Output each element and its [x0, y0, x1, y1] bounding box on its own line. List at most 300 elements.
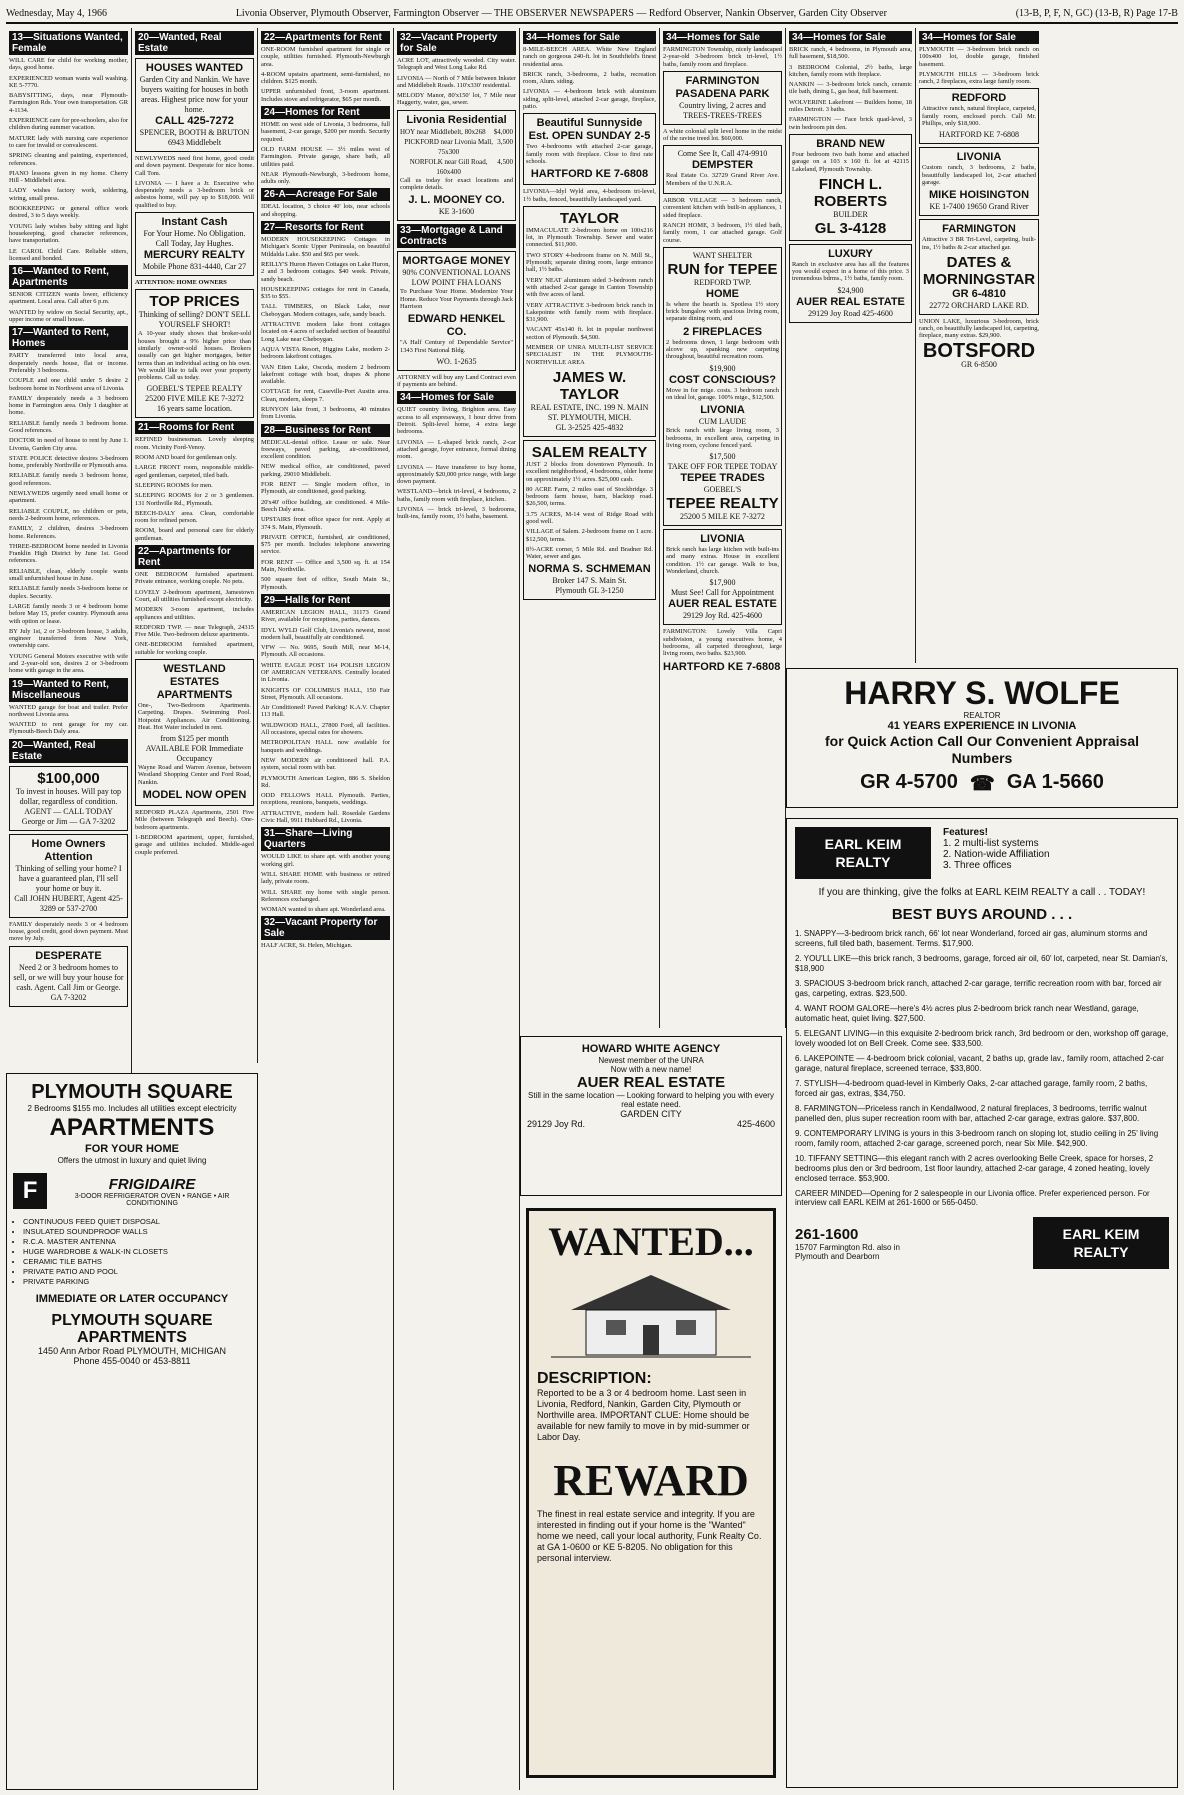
hoisington-text: Custom ranch, 3 bedrooms, 2 baths, beautifully landscaped lot, 2-car attached garage.	[922, 164, 1036, 186]
sunny-hartford: HARTFORD KE 7-6808	[530, 168, 649, 181]
classified-ad: RELIABLE COUPLE, no children or pets, needs 2-bedroom home, references.	[9, 507, 128, 522]
ad-list	[261, 203, 390, 218]
mooney-phone: KE 3-1600	[438, 207, 475, 217]
wanted-reward: REWARD	[553, 1456, 749, 1505]
ad-list	[261, 121, 390, 185]
section-header: 34—Homes for Sale	[523, 31, 656, 44]
owners-title: Home Owners Attention	[31, 837, 106, 863]
feature-item: 3. Three offices	[943, 860, 1012, 871]
livonia-title: LIVONIA	[700, 404, 745, 417]
farm-title: FARMINGTON	[685, 74, 760, 87]
classified-ad: BRICK ranch, 4 bedrooms, in Plymouth area, full basement, $18,500.	[789, 46, 912, 61]
section-header: 13—Situations Wanted, Female	[9, 31, 128, 55]
owners-text: Thinking of selling your home? I have a guaranteed plan, I'll sell your home or buy it.	[15, 863, 122, 893]
howard-new-name: AUER REAL ESTATE	[576, 1074, 726, 1091]
westland-text: One-, Two-Bedroom Apartments. Carpeting. Drapes. Swimming Pool. Hotpoint Appliances. Air Conditioning. Heat. Hot Water included in rent.	[138, 701, 251, 731]
ad-list	[789, 46, 912, 131]
keim-logo-footer: EARL KEIM REALTY	[1033, 1217, 1169, 1269]
livres-call: Call us today for exact locations and complete details.	[400, 176, 513, 192]
schmeman-phone: Plymouth GL 3-1250	[555, 586, 624, 596]
classified-ad: WANTED to rent garage for my car. Plymouth-Beech Daly area.	[9, 721, 128, 736]
classified-ad: JUST 2 blocks from downtown Plymouth. In excellent neighborhood, 4 bedrooms, older home on approximately 1½ acres. $25,000 cash.	[526, 460, 653, 483]
classified-ad: FARMINGTON Township, nicely landscaped 2-year-old 3-bedroom brick tri-level, 1½ baths, family room and fireplace.	[663, 46, 782, 68]
desperate-phone: GA 7-3202	[50, 992, 87, 1002]
classified-ad: WOMAN wanted to share apt. Wonderland area.	[261, 906, 386, 914]
ad-list	[261, 609, 390, 824]
column-7	[786, 28, 916, 663]
classified-ad: SLEEPING ROOMS for 2 or 3 gentlemen. 131 Northville Rd., Plymouth.	[135, 492, 254, 507]
classified-ad: METROPOLITAN HALL now available for banquets and weddings.	[261, 739, 390, 754]
auer-livonia-text: Brick ranch has large kitchen with built-ins and many extras. House in excellent condition. 1½ car garage. Walk to bus, Wonderland, church.	[666, 546, 779, 576]
frigidaire-row	[13, 1173, 251, 1209]
classified-ad: 1-BEDROOM apartment, upper, furnished, garage and utilities included. Middle-aged couple preferred.	[135, 833, 254, 856]
section-header: 17—Wanted to Rent, Homes	[9, 326, 128, 350]
price-row	[400, 127, 513, 137]
price-row	[400, 157, 513, 177]
houses-firm: SPENCER, BOOTH & BRUTON	[139, 128, 250, 137]
classified-ad: PLYMOUTH American Legion, 886 S. Sheldon Rd.	[261, 774, 390, 789]
plymouth-address: 1450 Ann Arbor Road PLYMOUTH, MICHIGAN	[38, 1346, 226, 1356]
mooney-name: J. L. MOONEY CO.	[408, 194, 505, 207]
classified-ad: YOUNG General Motors executive with wife and 2-year-old son, desires 2 or 3-bedroom home with garage in the area.	[9, 652, 128, 675]
page-number: (13-B, P, F, N, GC) (13-B, R) Page 17-B	[1015, 7, 1178, 19]
classified-ad: ACRE LOT, attractively wooded. City water. Telegraph and West Long Lake Rd.	[397, 57, 516, 72]
classified-ad: A white colonial split level home in the midst of the ravine treed lot. $60,000.	[663, 127, 782, 143]
price-row	[400, 137, 513, 157]
wanted-desc-title: DESCRIPTION:	[537, 1370, 652, 1387]
classified-ad: DOCTOR in need of house to rent by June 1. Livonia, Garden City area.	[9, 437, 128, 452]
wolfe-phone-1: GR 4-5700	[860, 771, 958, 793]
howard-address: 29129 Joy Rd.	[527, 1119, 586, 1129]
taylor-broker: JAMES W. TAYLOR	[552, 368, 627, 403]
classified-ad: MODERN 3-room apartment, includes appliances and utilities.	[135, 606, 254, 621]
wolfe-action: for Quick Action Call Our Convenient Appraisal Numbers	[824, 733, 1139, 766]
westland-title: WESTLAND ESTATES APARTMENTS	[156, 662, 233, 701]
dates-ad	[919, 219, 1039, 315]
auer-livonia-ad	[663, 529, 782, 625]
classified-ad: VACANT 45x140 ft. lot in popular northwest section of Plymouth. $4,500.	[526, 326, 653, 341]
feature-item: • PRIVATE PATIO AND POOL	[23, 1267, 251, 1277]
sunnyside-ad	[523, 113, 656, 185]
classified-page	[6, 28, 1178, 1790]
classified-ad: LIVONIA — North of 7 Mile between Inkster and Middlebelt Roads. 110'x330' residential.	[397, 74, 516, 89]
auer-name: AUER REAL ESTATE	[668, 598, 777, 611]
plymouth-title: PLYMOUTH SQUARE	[31, 1081, 233, 1103]
ad-list	[663, 628, 782, 657]
fireplaces-title: 2 FIREPLACES	[683, 325, 762, 338]
classified-ad: COTTAGE for rent, Caseville-Port Austin area. Clean, modern, sleeps 7.	[261, 388, 390, 403]
invest-amount: $100,000	[37, 769, 100, 787]
keim-best: BEST BUYS AROUND . . .	[891, 906, 1073, 923]
dates-address: 22772 ORCHARD LAKE RD.	[929, 300, 1029, 310]
plymouth-phone: Phone 455-0040 or 453-8811	[73, 1356, 191, 1366]
home-title: HOME	[706, 287, 739, 300]
classified-ad: 8-MILE-BEECH AREA. White New England ranch on gorgeous 240-ft. lot in Southfield's finest residential area.	[523, 46, 656, 68]
salem-ad	[523, 440, 656, 601]
howard-city: GARDEN CITY	[620, 1109, 682, 1119]
classified-ad: NEW MODERN air conditioned hall. P.A. system, social room with bar.	[261, 756, 390, 772]
classified-ad: NEWLYWEDS urgently need small home or apartment.	[9, 490, 128, 505]
classified-ad: BABYSITTING, days, near Plymouth-Farmington Rds. Your own transportation. GR 4-1134.	[9, 92, 128, 114]
lot-price: 4,500	[497, 157, 513, 166]
feature-list	[13, 1217, 251, 1287]
section-header: 32—Vacant Property for Sale	[397, 31, 516, 55]
classified-ad: 3 BEDROOM Colonial, 2½ baths, large kitchen, family room with fireplace.	[789, 63, 912, 78]
classified-ad: BY July 1st, 2 or 3-bedroom house, 3 adults, engineer transferred from New York, ownership care.	[9, 627, 128, 650]
classified-ad: RUNYON lake front, 3 bedrooms, 40 minutes from Livonia.	[261, 405, 390, 421]
classified-ad: FAMILY, 2 children, desires 3-bedroom home. References.	[9, 525, 128, 540]
cash-phone: Mobile Phone 831-4440, Car 27	[142, 262, 247, 272]
taylor-title: TAYLOR	[559, 209, 620, 227]
invest-contact: George or Jim — GA 7-3202	[21, 816, 116, 826]
classified-ad: IDYL WYLD Golf Club, Livonia's newest, most modern hall, beautifully air conditioned.	[261, 626, 390, 641]
classified-ad: WILL CARE for child for working mother, days, good home.	[9, 57, 128, 72]
best-buy-item: 4. WANT ROOM GALORE—here's 4½ acres plus 2-bedroom brick ranch near Westland, garage, automatic heat, quiet living. $27,500.	[795, 1004, 1139, 1023]
column-5	[520, 28, 660, 1028]
ad-list	[261, 853, 390, 913]
classified-ad: HOUSEKEEPING cottages for rent in Canada, $35 to $55.	[261, 285, 390, 301]
finch-builder: BUILDER	[833, 209, 868, 219]
instant-cash-ad	[135, 212, 254, 276]
classified-ad: FAMILY desperately needs 3 or 4 bedroom house, good credit, good down payment. Must move by July.	[9, 920, 128, 943]
ad-list	[9, 352, 128, 674]
wolfe-years: 41 YEARS EXPERIENCE IN LIVONIA	[887, 720, 1077, 732]
plymouth-square-ad	[6, 1073, 258, 1790]
ad-list	[135, 436, 254, 542]
keim-phone: 261-1600	[795, 1225, 859, 1243]
column-4	[394, 28, 520, 1790]
ad-list	[663, 46, 782, 68]
owners-ad	[9, 834, 128, 918]
westland-price: from $125 per month	[160, 734, 229, 744]
ad-list	[523, 188, 656, 203]
best-buy-item: 5. ELEGANT LIVING—in this exquisite 2-bedroom brick ranch, 3rd bedroom or den, workshop off garage, lovely wooded lot on Bell Creek. Come see. $33,500.	[795, 1029, 1169, 1048]
schmeman-name: NORMA S. SCHMEMAN	[528, 563, 651, 576]
classified-ad: ODD FELLOWS HALL Plymouth. Parties, receptions, reunions, banquets, weddings.	[261, 792, 390, 807]
ad-list	[663, 197, 782, 244]
dates-name: DATES & MORNINGSTAR	[922, 253, 1036, 288]
classified-ad: REDFORD PLAZA Apartments, 2501 Five Mile (between Telegraph and Beech). One-bedroom apartments.	[135, 809, 254, 831]
classified-ad: COUPLE and one child under 5 desire 2 bedroom home in Northwest area of Livonia.	[9, 377, 128, 392]
tepee-goebel: GOEBEL'S	[703, 485, 742, 495]
classified-ad: BOOKKEEPING or general office work desired, 3 to 5 days weekly.	[9, 205, 128, 220]
keim-address: 15707 Farmington Rd. also in Plymouth and Dearborn	[795, 1242, 900, 1261]
ad-list	[261, 236, 390, 421]
mortgage-sub: 90% CONVENTIONAL LOANS LOW POINT FHA LOANS	[402, 268, 511, 288]
pasadena-ad	[663, 71, 782, 125]
top-sub: Thinking of selling? DON'T SELL YOURSELF SHORT!	[138, 310, 251, 330]
wanted-title: WANTED...	[548, 1219, 754, 1264]
keim-contact	[795, 1226, 905, 1261]
livonia-residential-ad	[397, 110, 516, 222]
ad-list	[9, 291, 128, 323]
classified-ad: ARBOR VILLAGE — 3 bedroom ranch, convenient kitchen with built-in appliances, 1 sided fireplace.	[663, 197, 782, 219]
classified-ad: LIVONIA — I have a Jr. Executive who desperately needs a 3-bedroom brick or asbestos home, will pay up to $18,000. Will qualified to buy.	[135, 179, 254, 209]
classified-ad: SLEEPING ROOMS for men.	[135, 481, 213, 489]
cum-title: CUM LAUDE	[698, 417, 747, 427]
frigidaire-logo-icon: F	[13, 1173, 47, 1209]
classified-ad: FOR RENT — Single modern office, in Plymouth, air conditioned, good parking.	[261, 481, 390, 496]
henkel-phone: WO. 1-2635	[436, 356, 477, 366]
desperate-text: Need 2 or 3 bedroom homes to sell, or we will buy your house for cash. Agent. Call Jim or George.	[13, 962, 124, 992]
ad-list	[919, 46, 1039, 85]
hoisington-name: MIKE HOISINGTON	[928, 189, 1030, 202]
classified-ad: IDEAL location, 3 choice 40' lots, near schools and shopping.	[261, 203, 390, 218]
ad-list	[526, 227, 653, 341]
redford-ad	[919, 88, 1039, 144]
classified-ad: FOR RENT — Office and 3,500 sq. ft. at 154 Main, Northville.	[261, 558, 390, 574]
classified-ad: FARMINGTON — Face brick quad-level, 3 twin bedroom pin den.	[789, 116, 912, 131]
luxury-ad	[789, 244, 912, 323]
classified-ad: REFINED businessman. Lovely sleeping room. Vicinity Ford-Venoy.	[135, 436, 254, 451]
lot-label: NORFOLK near Gill Road, 160x400	[409, 157, 488, 176]
classified-ad: MATURE lady with nursing care experience to care for invalid or convalescent.	[9, 134, 128, 149]
cum-text: Brick ranch with large living room, 3 bedrooms, in excellent area, carpeting in living room, cyclone fenced yard.	[666, 427, 779, 449]
villa-hartford: HARTFORD KE 7-6808	[663, 660, 781, 673]
section-header: 31—Share—Living Quarters	[261, 827, 390, 851]
best-buy-item: 7. STYLISH—4-bedroom quad-level in Kimberly Oaks, 2-car attached garage, family room, 2 baths, forced air gas, extras, $34,750.	[795, 1079, 1148, 1098]
section-header: 26-A—Acreage For Sale	[261, 188, 390, 201]
goebel-name: GOEBEL'S TEPEE REALTY	[146, 384, 243, 394]
redford-hartford: HARTFORD KE 7-6808	[939, 130, 1019, 140]
classified-ad: ONE-BEDROOM furnished apartment, suitable for working couple.	[135, 641, 254, 656]
farm-sub: PASADENA PARK	[675, 87, 770, 100]
luxury-text: Ranch in exclusive area has all the features you would expect in a home of this price. 3 tremendous bdrms., 1½ baths, family room.	[792, 260, 909, 283]
classified-ad: LIVONIA—Idyl Wyld area, 4-bedroom tri-level, 1½ baths, fenced, beautifully landscaped yard.	[523, 188, 656, 203]
hoisington-ad	[919, 147, 1039, 216]
dates-phone: GR 6-4810	[952, 287, 1006, 300]
classified-ad: UPPER unfurnished front, 3-room apartment. Includes stove and refrigerator, $65 per month.	[261, 88, 390, 103]
classified-ad: NEW medical office, air conditioned, paved parking. 29010 Middlebelt.	[261, 463, 390, 478]
classified-ad: HOME on west side of Livonia, 3 bedrooms, full basement, 2-car garage, $200 per month. Security required.	[261, 121, 390, 143]
masthead	[6, 4, 1178, 24]
wanted-reward-text: The finest in real estate service and integrity. If you are interested in finding out if your home is the "Wanted" home we need, call your local authority, Funk Realty Co. at GA 1-0600 or KE 5-8205. No obligation for this personal interview.	[537, 1509, 762, 1563]
taylor-sub: REAL ESTATE, INC. 199 N. MAIN ST. PLYMOUTH, MICH.	[530, 402, 649, 422]
column-8	[916, 28, 1042, 663]
tepee-ad	[663, 247, 782, 526]
classified-ad: ROOM AND board for gentleman only.	[135, 454, 237, 462]
classified-ad: LIVONIA — brick tri-level, 3 bedrooms, built-ins, family room, 1½ baths, basement.	[397, 506, 516, 521]
howard-ad	[520, 1036, 782, 1196]
best-buy-item: 1. SNAPPY—3-bedroom brick ranch, 66' lot near Wonderland, forced air gas, aluminum storms and screens, full tiled bath, basement. Terms. $17,900.	[795, 929, 1148, 948]
wolfe-realtor: REALTOR	[963, 711, 1001, 720]
plymouth-apts: APARTMENTS	[49, 1114, 215, 1141]
section-header: 27—Resorts for Rent	[261, 221, 390, 234]
cost-text: Move in for mtge. costs. 3 bedroom ranch on ideal lot, garage. 100% mtge., $12,500.	[666, 386, 779, 401]
taylor-phone: GL 3-2525 425-4832	[555, 422, 624, 432]
keim-feature-list	[943, 838, 1050, 871]
westland-avail: AVAILABLE FOR Immediate Occupancy	[145, 744, 244, 764]
classified-ad: FAMILY desperately needs a 3 bedroom home in Farmington area. Only 1 daughter at home.	[9, 394, 128, 417]
classified-ad: OLD FARM HOUSE — 3½ miles west of Farmington. Private garage, share bath, all utilities paid.	[261, 145, 390, 168]
classified-ad: PRIVATE OFFICE, furnished, air conditioned, $75 per month. Includes telephone answering service.	[261, 533, 390, 556]
lot-label: HOY near Middlebelt, 80x268	[400, 127, 486, 136]
classified-ad: 3.75 ACRES, M-14 west of Ridge Road with good well.	[526, 510, 653, 525]
howard-now: Now with a new name!	[610, 1065, 692, 1074]
sunny-title: Beautiful Sunnyside Est. OPEN SUNDAY 2-5	[528, 117, 651, 143]
best-buy-item: 10. TIFFANY SETTING—this elegant ranch with 2 acres overlooking Belle Creek, space for horses, 2 bedrooms plus den or 3rd bedroom, 1st floor laundry, attached 2-car garage, 4 zoned heating, lovely enclosed terrace. $53,900.	[795, 1154, 1154, 1183]
dempster-ad	[663, 145, 782, 194]
classified-ad: WANTED garage for boat and trailer. Prefer northwest Livonia area.	[9, 703, 128, 718]
keim-buys	[795, 929, 1169, 1184]
cash-firm: MERCURY REALTY	[143, 249, 246, 262]
wolfe-name: HARRY S. WOLFE	[844, 675, 1120, 711]
classified-ad: ATTRACTIVE modern lake front cottages located on 4 acres of secluded section of beautiful Long Lake near Cheboygan.	[261, 321, 390, 343]
classified-ad: PIANO lessons given in my home. Cherry Hill - Middlebelt area.	[9, 169, 128, 185]
column-3	[258, 28, 394, 1790]
wolfe-phones	[793, 771, 1171, 796]
classified-ad: 20'x40' office building, air conditioned. 4 Mile-Beech Daly area.	[261, 498, 390, 513]
plymouth-name: PLYMOUTH SQUARE APARTMENTS	[51, 1312, 213, 1346]
classified-ad: RANCH HOME, 3 bedroom, 1½ tiled bath, family room, 1 car attached garage. Golf course.	[663, 221, 782, 244]
taylor-ad	[523, 206, 656, 437]
section-header: 34—Homes for Sale	[789, 31, 912, 44]
brand-new-title: BRAND NEW	[816, 137, 885, 150]
classified-ad: RELIABLE family needs 3 bedroom home, good references.	[9, 472, 128, 487]
luxury-address: 29129 Joy Road 425-4600	[808, 308, 893, 318]
plymouth-occupancy: IMMEDIATE OR LATER OCCUPANCY	[35, 1293, 229, 1305]
top-title: TOP PRICES	[149, 293, 240, 311]
best-buy-item: 9. CONTEMPORARY LIVING is yours in this 3-bedroom ranch on sloping lot, studio ceiling in 25' living room, family room, attached 2-car garage, screened porch, near Six Mile. $42,900.	[795, 1129, 1159, 1148]
howard-contact	[527, 1119, 775, 1129]
column-2	[132, 28, 258, 1063]
section-header: 21—Rooms for Rent	[135, 421, 254, 434]
take-off: TAKE OFF FOR TEPEE TODAY	[667, 462, 778, 472]
ad-list	[261, 439, 390, 591]
classified-ad: WOULD LIKE to share apt. with another young working girl.	[261, 853, 390, 868]
classified-ad: RELIABLE family needs 3-bedroom home or duplex. Security.	[9, 585, 128, 600]
classified-ad: 500 square feet of office, South Main St., Plymouth.	[261, 576, 390, 591]
classified-ad: UPSTAIRS front office space for rent. Apply at 374 S. Main, Plymouth.	[261, 516, 390, 531]
section-header: 34—Homes for Sale	[663, 31, 782, 44]
price-rows	[400, 127, 513, 177]
botsford-name: BOTSFORD	[922, 339, 1036, 362]
houses-phone: CALL 425-7272	[155, 115, 234, 127]
goebel-sub: 16 years same location.	[156, 404, 233, 414]
classified-ad: NANKIN — 3-bedroom brick ranch, ceramic tile bath, dining L, gas heat, full basement.	[789, 81, 912, 96]
livres-title: Livonia Residential	[406, 113, 507, 126]
keim-features	[943, 827, 1050, 871]
auer-livonia-price: $17,900	[709, 578, 736, 588]
classified-ad: WILDWOOD HALL, 27800 Ford, all facilities. All occasions, special rates for showers.	[261, 721, 390, 737]
wanted-desc: Reported to be a 3 or 4 bedroom home. Last seen in Livonia, Redford, Nankin, Garden City, Plymouth or Northville area. IMPORTANT CLUE: Home should be available for new family to move in by mid-summer or Labor Day.	[537, 1388, 750, 1442]
section-header: 34—Homes for Sale	[919, 31, 1039, 44]
ad-list	[135, 155, 254, 209]
classified-ad: TALL TIMBERS, on Black Lake, near Cheboygan. Modern cottages, safe, sandy beach.	[261, 303, 390, 318]
keim-ad	[786, 818, 1178, 1788]
classified-ad: REDFORD TWP. — near Telegraph, 24315 Five Mile. Two-bedroom deluxe apartments.	[135, 623, 254, 639]
attention-line: ATTENTION: HOME OWNERS	[135, 279, 227, 287]
classified-ad: MELODY Manor, 80'x150' lot, 7 Mile near Haggerty, water, gas, sewer.	[397, 92, 516, 107]
goebel-address: 25200 FIVE MILE KE 7-3272	[145, 394, 244, 404]
classified-ad: ONE-ROOM furnished apartment for single or couple, utilities furnished. Plymouth-Newburgh area.	[261, 46, 390, 68]
classified-ad: SENIOR CITIZEN wants lower, efficiency apartment. Local area. Call after 6 p.m.	[9, 291, 128, 306]
redford-text: Attractive ranch, natural fireplace, carpeted, family room, enclosed porch. Call Mr. Phillips, only $18,900.	[922, 105, 1036, 128]
finch-phone: GL 3-4128	[814, 219, 887, 237]
houses-text: Garden City and Nankin. We have buyers waiting for houses in both areas. Highest price now for your home.	[139, 75, 250, 114]
classified-ad: 4-ROOM upstairs apartment, semi-furnished, no children. $125 month.	[261, 70, 390, 86]
classified-ad: VERY NEAT aluminum sided 3-bedroom ranch with attached 2-car garage in Canton Township with five acres of land.	[526, 276, 653, 299]
tepee-trades: TEPEE TRADES	[680, 472, 765, 485]
classified-ad: WHITE EAGLE POST 164 POLISH LEGION OF AMERICAN VETERANS. Centrally located in Livonia.	[261, 661, 390, 684]
section-header: 28—Business for Rent	[261, 424, 390, 437]
ad-list	[397, 374, 516, 389]
henkel-name: EDWARD HENKEL CO.	[407, 313, 506, 339]
classified-ad: EXPERIENCE care for pre-schoolers, also for children during summer vacation.	[9, 117, 128, 132]
column-6	[660, 28, 786, 1028]
ad-list	[397, 57, 516, 107]
lot-price: $4,000	[493, 127, 513, 136]
classified-ad: 8½-ACRE corner, 5 Mile Rd. and Bradner Rd. Water, sewer and gas.	[526, 545, 653, 561]
house-icon	[551, 1265, 751, 1365]
redford-title: REDFORD	[951, 92, 1007, 105]
classified-ad: PARTY transferred into local area, desperately needs house, flat or income. Preferably 3 bedrooms.	[9, 352, 128, 374]
classified-ad: ROOM, board and personal care for elderly gentleman.	[135, 527, 254, 542]
best-buy-item: 6. LAKEPOINTE — 4-bedroom brick colonial, vacant, 2 baths up, grade lav., family room, attached 2-car garage, natural fireplace, screened terrace, $33,800.	[795, 1054, 1164, 1073]
luxury-title: LUXURY	[828, 247, 873, 260]
ad-list	[135, 809, 254, 856]
howard-still: Still in the same location — Looking forward to helping you with every real estate need.	[528, 1091, 774, 1109]
classified-ad: SPRING cleaning and painting, experienced, references.	[9, 152, 128, 167]
dates-farm-text: Attractive 3 BR Tri-Level, carpeting, built-ins, 1½ baths & 2-car attached gar.	[922, 236, 1036, 251]
keim-career: CAREER MINDED—Opening for 2 salespeople in our Livonia office. Prefer experienced person. For interview call EARL KEIM at 261-1600 or 565-0450.	[795, 1189, 1150, 1207]
invest-agent: AGENT — CALL TODAY	[24, 806, 113, 816]
best-buy-item: 3. SPACIOUS 3-bedroom brick ranch, attached 2-car garage, terrific recreation room with bar, forced air gas, carpeting, extras. $23,500.	[795, 979, 1162, 998]
owners-contact: Call JOHN HUBERT, Agent 425-3289 or 537-2700	[14, 893, 123, 913]
feature-item: • CONTINUOUS FEED QUIET DISPOSAL	[23, 1217, 251, 1227]
lot-price: 3,500	[497, 137, 513, 146]
classified-ad: LADY wishes factory work, soldering, wiring, small press.	[9, 187, 128, 202]
feature-item: • HUGE WARDROBE & WALK-IN CLOSETS	[23, 1247, 251, 1257]
hoisington-title: LIVONIA	[956, 151, 1002, 164]
schmeman-sub: Broker 147 S. Main St.	[552, 576, 627, 586]
best-buy-item: 2. YOU'LL LIKE—this brick ranch, 3 bedrooms, garage, forced air oil, 60' lot, carpeted, near St. Damian's, $18,900	[795, 954, 1168, 973]
feature-item: • CERAMIC TILE BATHS	[23, 1257, 251, 1267]
section-header: 34—Homes for Sale	[397, 391, 516, 404]
plymouth-for: FOR YOUR HOME	[85, 1143, 179, 1155]
houses-wanted-ad	[135, 58, 254, 152]
classified-ad: LIVONIA — L-shaped brick ranch, 2-car attached garage, foyer entrance, formal dining room.	[397, 438, 516, 461]
taylor-unra: MEMBER OF UNRA MULTI-LIST SERVICE SPECIALIST IN THE PLYMOUTH-NORTHVILLE AREA	[526, 344, 653, 366]
ad-list	[261, 46, 390, 103]
botsford-phone: GR 6-8500	[961, 359, 997, 369]
keim-features-title: Features!	[943, 827, 989, 838]
classified-ad: MEDICAL-dental office. Lease or sale. Near freeways, paved parking, air-conditioned, excellent condition.	[261, 438, 390, 461]
section-header: 16—Wanted to Rent, Apartments	[9, 265, 128, 289]
classified-ad: BEECH-DALY area. Clean, comfortable room for refined person.	[135, 509, 254, 525]
classified-ad: LIVONIA — Have transferee to buy home, approximately $20,000 price range, with large down payment.	[397, 463, 516, 486]
classified-ad: IMMACULATE 2-bedroom home on 100x216 lot, in Plymouth Township. Sewer and water connected. $11,900.	[526, 226, 653, 249]
henkel-sub: "A Half Century of Dependable Service" 1343 First National Bldg.	[400, 339, 513, 354]
ad-list	[9, 57, 128, 262]
lot-label: PICKFORD near Livonia Mall, 75x300	[404, 137, 493, 156]
best-buy-item: 8. FARMINGTON—Priceless ranch in Kendallwood, 2 natural fireplaces, 3 bedrooms, terrific walnut panelled den, plus super recreation room with bar, attached 2-car garage, extras galore. $37,800.	[795, 1104, 1147, 1123]
classified-ad: WILL SHARE my home with single person. References exchanged.	[261, 888, 390, 903]
ad-list	[526, 461, 653, 561]
classified-ad: LE CAROL Child Care. Reliable sitters, licensed and bonded.	[9, 247, 128, 262]
hoisington-sub: KE 1-7400 19650 Grand River	[929, 202, 1029, 212]
top-text: A 10-year study shows that broker-sold houses brought a 9% higher price than similarly owner-sold houses. Brokers usually can get higher mortgages, better terms than an individual acting on his own. We would like to talk over your property problems. Call us today.	[138, 330, 251, 382]
classified-ad: VILLAGE of Salem. 2-bedroom frame on 1 acre. $12,500, terms.	[526, 528, 653, 543]
mortgage-ad	[397, 251, 516, 370]
houses-title: HOUSES WANTED	[145, 62, 244, 74]
wolfe-ad	[786, 668, 1178, 808]
classified-ad: VFW — No. 9695, South Mill, near M-14, Plymouth. All occasions.	[261, 644, 390, 659]
dempster-call: Come See It, Call 474-9910	[677, 149, 768, 159]
brand-new-text: Four bedroom two bath home and attached garage on a 103 x 160 ft. lot at 42115 Lakeland, Plymouth Township.	[792, 150, 909, 173]
tepee-shelter: WANT SHELTER	[692, 250, 753, 260]
section-header: 32—Vacant Property for Sale	[261, 916, 390, 940]
